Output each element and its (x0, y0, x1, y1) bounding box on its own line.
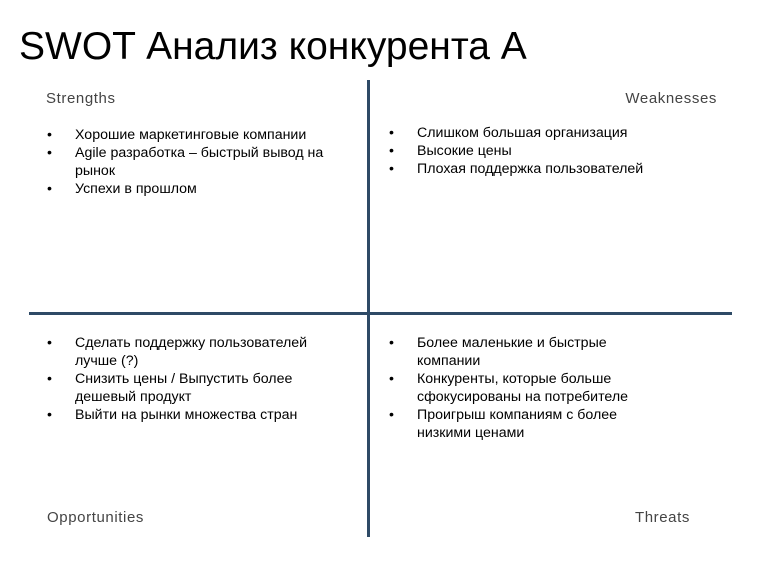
list-item (47, 126, 352, 144)
bullet-icon: • (47, 145, 52, 161)
item-text: Снизить цены / Выпустить более дешевый продукт (75, 371, 293, 405)
strengths-label: Strengths (46, 90, 116, 107)
item-text: Конкуренты, которые больше сфокусированы на потребителе (417, 371, 629, 405)
bullet-icon: • (47, 371, 52, 387)
item-text: Плохая поддержка пользователей (417, 161, 644, 177)
item-text: Проигрыш компаниям с более низкими ценами (417, 407, 618, 441)
bullet-icon: • (47, 127, 52, 143)
bullet-icon: • (47, 181, 52, 197)
item-text: Хорошие маркетинговые компании (75, 127, 307, 143)
bullet-icon: • (389, 161, 394, 177)
page-title: SWOT Анализ конкурента А (19, 25, 527, 68)
list-item (47, 144, 352, 180)
list-item (389, 160, 729, 178)
opportunities-label: Opportunities (47, 509, 145, 526)
item-text: Выйти на рынки множества стран (75, 407, 298, 423)
item-text: Более маленькие и быстрые компании (417, 335, 607, 369)
bullet-icon: • (47, 407, 52, 423)
horizontal-axis-divider (29, 312, 732, 315)
strengths-list (47, 126, 352, 198)
opportunities-list (47, 334, 347, 424)
item-text: Agile разработка – быстрый вывод на рынок (75, 145, 324, 179)
item-text: Сделать поддержку пользователей лучше (?) (75, 335, 308, 369)
list-item (47, 180, 352, 198)
list-item (47, 334, 347, 370)
threats-list (389, 334, 659, 442)
item-text: Успехи в прошлом (75, 181, 197, 197)
bullet-icon: • (389, 335, 394, 351)
bullet-icon: • (47, 335, 52, 351)
bullet-icon: • (389, 407, 394, 423)
weaknesses-label: Weaknesses (625, 90, 717, 107)
item-text: Слишком большая организация (417, 125, 628, 141)
threats-label: Threats (634, 509, 690, 526)
bullet-icon: • (389, 143, 394, 159)
list-item (389, 334, 659, 370)
list-item (389, 406, 659, 442)
list-item (389, 370, 659, 406)
list-item (389, 142, 729, 160)
weaknesses-list (389, 124, 729, 178)
vertical-axis-divider (367, 80, 370, 537)
list-item (47, 406, 347, 424)
list-item (47, 370, 347, 406)
bullet-icon: • (389, 125, 394, 141)
item-text: Высокие цены (417, 143, 512, 159)
list-item (389, 124, 729, 142)
bullet-icon: • (389, 371, 394, 387)
